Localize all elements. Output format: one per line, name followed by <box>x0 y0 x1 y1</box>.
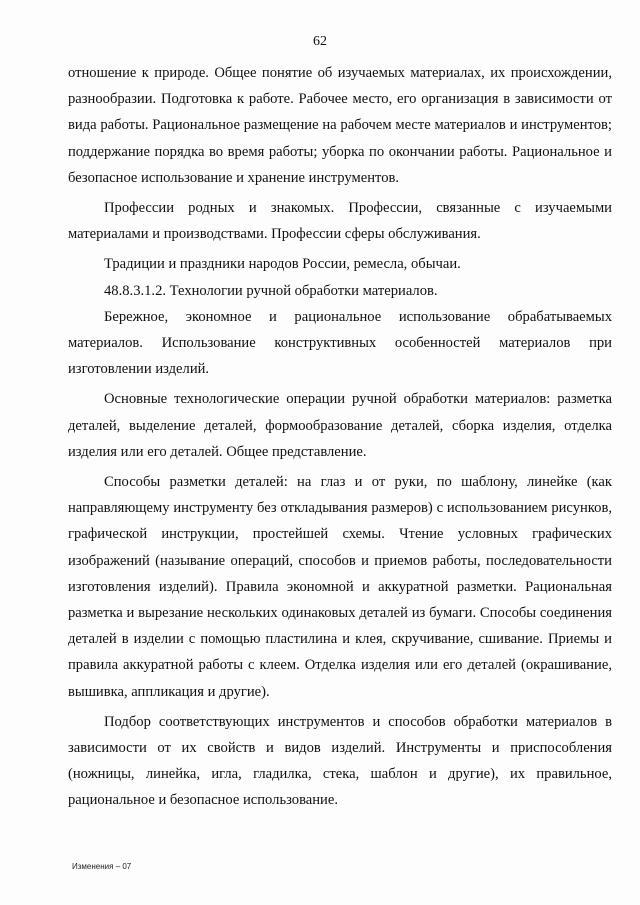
body-text <box>68 60 612 814</box>
paragraph-nature-materials: отношение к природе. Общее понятие об изучаемых материалах, их происхождении, разнообразии. Подготовка к работе. Рабочее место, его организация в зависимости от вида работы. Рациональное размещение на рабочем месте материалов и инструментов; поддержание порядка во время работы; уборка по окончании работы. Рациональное и безопасное использование и хранение инструментов. <box>68 65 612 186</box>
section-heading: 48.8.3.1.2. Технологии ручной обработки материалов. <box>104 282 438 299</box>
page-number: 62 <box>313 34 327 49</box>
footer-revision-note: Изменения – 07 <box>72 862 132 871</box>
paragraph-traditions: Традиции и праздники народов России, ремесла, обычаи. <box>104 256 461 273</box>
paragraph-careful-use: Бережное, экономное и рациональное использование обрабатываемых материалов. Использование конструктивных особенностей материалов при изготовлении изделий. <box>68 308 612 378</box>
paragraph-tools-selection: Подбор соответствующих инструментов и способов обработки материалов в зависимости от их свойств и видов изделий. Инструменты и приспособления (ножницы, линейка, игла, гладилка, стека, шаблон и другие), их правильное, рациональное и безопасное использование. <box>68 713 612 809</box>
paragraph-professions: Профессии родных и знакомых. Профессии, связанные с изучаемыми материалами и производствами. Профессии сферы обслуживания. <box>68 200 612 243</box>
paragraph-marking-methods: Способы разметки деталей: на глаз и от руки, по шаблону, линейке (как направляющему инструменту без откладывания размеров) с использованием рисунков, графической инструкции, простейшей схемы. Чтение условных графических изображений (называние операций, способов и приемов работы, последовательности изготовления изделий). Правила экономной и аккуратной разметки. Рациональная разметка и вырезание нескольких одинаковых деталей из бумаги. Способы соединения деталей в изделии с помощью пластилина и клея, скручивание, сшивание. Приемы и правила аккуратной работы с клеем. Отделка изделия или его деталей (окрашивание, вышивка, аппликация и другие). <box>68 474 612 700</box>
paragraph-basic-operations: Основные технологические операции ручной обработки материалов: разметка деталей, выделение деталей, формообразование деталей, сборка изделия, отделка изделия или его деталей. Общее представление. <box>68 391 612 460</box>
